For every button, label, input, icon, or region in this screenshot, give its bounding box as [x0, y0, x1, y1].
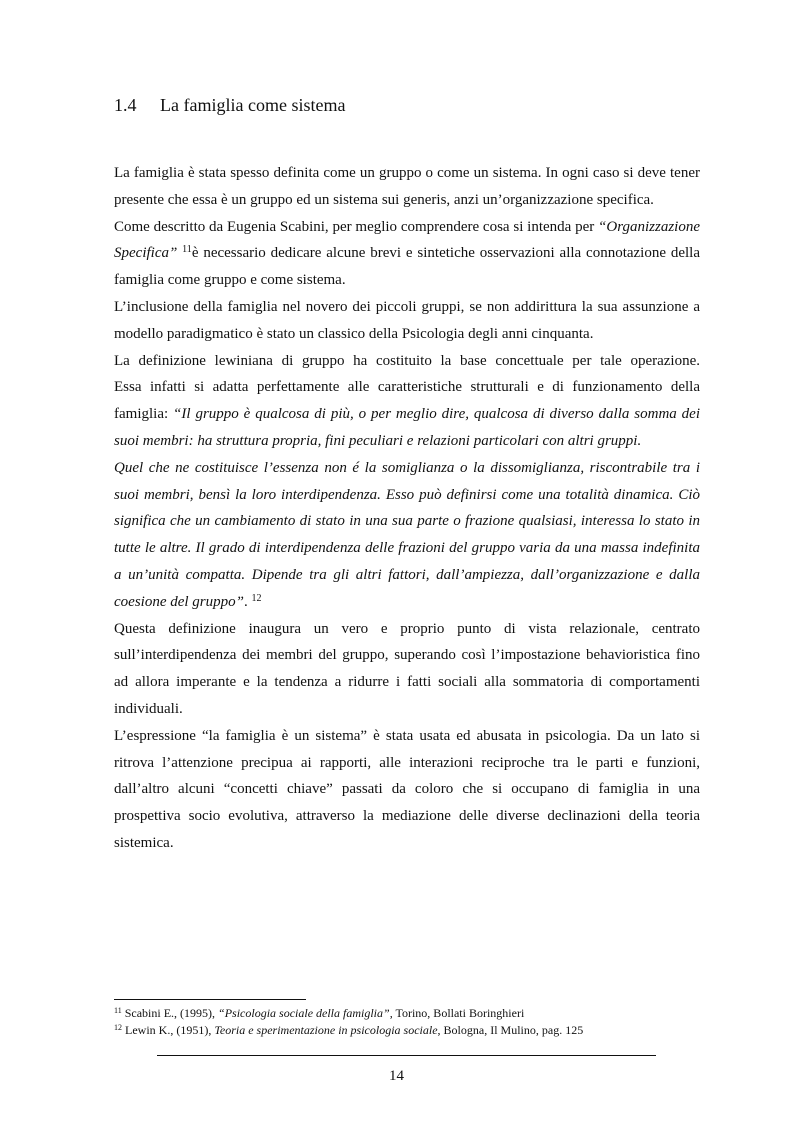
footer-rule	[157, 1055, 656, 1056]
paragraph-5	[114, 374, 700, 454]
paragraph-8: L’espressione “la famiglia è un sistema” è stata usata ed abusata in psicologia. Da un lato si ritrova l’attenzione precipua ai rapporti, alle interazioni reciproche tra le parti e funzioni, dall’altro alcuni “concetti chiave” passati da coloro che si occupano di famiglia in una prospettiva socio evolutiva, attraverso la mediazione delle diverse declinazioni della teoria sistemica.	[114, 727, 700, 851]
lewin-quote-part-1: “Il gruppo è qualcosa di più, o per meglio dire, qualcosa di diverso dalla somma dei suoi membri: ha struttura propria, fini peculiari e relazioni particolari con altri gruppi.	[114, 406, 700, 449]
footnote-book-title: “Psicologia sociale della famiglia”,	[218, 1006, 393, 1020]
section-heading	[114, 94, 345, 116]
paragraph-3: L’inclusione della famiglia nel novero dei piccoli gruppi, se non addirittura la sua assunzione a modello paradigmatico è stato un classico della Psicologia degli anni cinquanta.	[114, 298, 700, 342]
paragraph-2-text-a: Come descritto da Eugenia Scabini, per meglio comprendere cosa si intenda per	[114, 218, 599, 235]
footnote-separator	[114, 999, 306, 1000]
quoted-term: “Organizzazione Specifica”	[114, 218, 700, 262]
paragraph-4: La definizione lewiniana di gruppo ha costituito la base concettuale per tale operazione.	[114, 352, 700, 369]
section-number: 1.4	[114, 95, 137, 115]
page-number: 14	[389, 1068, 404, 1084]
paragraph-6-end: .	[243, 593, 252, 610]
paragraph-6	[114, 455, 700, 616]
paragraph-2	[114, 214, 700, 294]
footnote-text: Scabini E., (1995),	[121, 1006, 219, 1020]
footnote-mark: 12	[114, 1023, 122, 1032]
paragraph-7: Questa definizione inaugura un vero e proprio punto di vista relazionale, centrato sull’interdipendenza dei membri del gruppo, superando così l’impostazione behavioristica fino ad allora imperante e la tendenza a ridurre i fatti sociali alla sommatoria di comportamenti individuali.	[114, 620, 700, 717]
footnotes	[114, 1005, 714, 1039]
footnote-ref-12[interactable]: 12	[251, 592, 262, 604]
footnote-ref-11[interactable]: 11	[182, 244, 192, 256]
paragraph-5-text: Essa infatti si adatta perfettamente alle caratteristiche strutturali e di funzionamento della famiglia:	[114, 379, 700, 423]
footnote-book-title: Teoria e sperimentazione in psicologia sociale	[214, 1023, 438, 1037]
footnote-11	[114, 1005, 714, 1022]
footnote-12	[114, 1022, 714, 1039]
paragraph-2-text-b: è necessario dedicare alcune brevi e sintetiche osservazioni alla connotazione della famiglia come gruppo e come sistema.	[114, 245, 700, 289]
paragraph-1: La famiglia è stata spesso definita come un gruppo o come un sistema. In ogni caso si deve tener presente che essa è un gruppo ed un sistema sui generis, anzi un’organizzazione specifica.	[114, 165, 700, 208]
footnote-text: Lewin K., (1951),	[122, 1023, 215, 1037]
section-title: La famiglia come sistema	[160, 95, 346, 115]
footnote-publisher: , Bologna, Il Mulino, pag. 125	[437, 1023, 584, 1037]
footnote-mark: 11	[114, 1006, 122, 1015]
body-text	[114, 160, 700, 857]
footnote-publisher: Torino, Bollati Boringhieri	[392, 1006, 525, 1020]
lewin-quote-part-2: Quel che ne costituisce l’essenza non é la somiglianza o la dissomiglianza, riscontrabile tra i suoi membri, bensì la loro interdipendenza. Esso può definirsi come una totalità dinamica. Ciò significa che un cambiamento di stato in una sua parte o frazione qualsiasi, interessa lo stato in tutte le altre. Il grado di interdipendenza delle frazioni del gruppo varia da una massa indefinita a un’unità compatta. Dipende tra gli altri fattori, dall’ampiezza, dall’organizzazione e dalla coesione del gruppo”	[114, 459, 700, 610]
